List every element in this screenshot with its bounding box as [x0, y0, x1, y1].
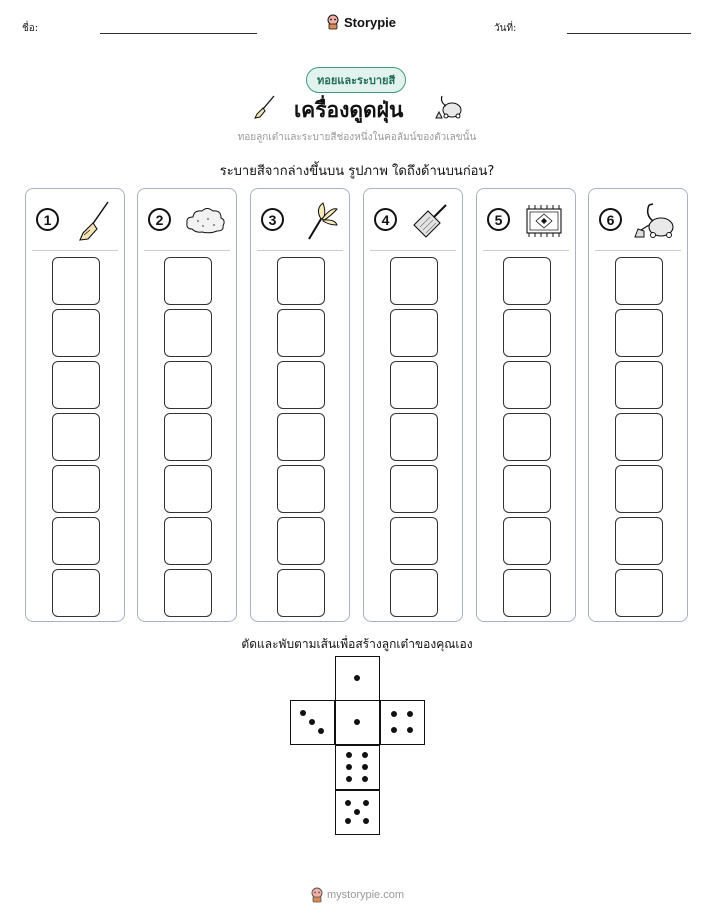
coloring-box[interactable]	[615, 517, 663, 565]
coloring-box[interactable]	[52, 517, 100, 565]
column-divider	[32, 250, 118, 251]
date-label: วันที่:	[494, 23, 517, 34]
column-2	[137, 188, 237, 622]
dice-face-bottom	[335, 790, 380, 835]
dice-pip	[363, 818, 369, 824]
dice-pip	[362, 776, 368, 782]
dice-pip	[354, 809, 360, 815]
column-4	[363, 188, 463, 622]
coloring-box[interactable]	[390, 257, 438, 305]
coloring-box[interactable]	[615, 465, 663, 513]
column-divider	[257, 250, 343, 251]
dice-pip	[362, 752, 368, 758]
column-3	[250, 188, 350, 622]
coloring-box[interactable]	[52, 569, 100, 617]
column-number: 5	[487, 208, 510, 231]
dice-pip	[407, 711, 413, 717]
column-number: 2	[148, 208, 171, 231]
dice-pip	[407, 727, 413, 733]
activity-tag: ทอยและระบายสี	[306, 67, 406, 93]
dice-face-top	[335, 656, 380, 701]
column-number: 6	[599, 208, 622, 231]
dice-pip	[346, 752, 352, 758]
question: ระบายสีจากล่างขึ้นบน รูปภาพ ใดถึงด้านบนก่อน?	[219, 164, 495, 179]
dice-pip	[354, 719, 360, 725]
dustpan-icon	[406, 199, 456, 243]
coloring-box[interactable]	[390, 361, 438, 409]
rug-icon	[519, 199, 569, 243]
coloring-box[interactable]	[615, 257, 663, 305]
name-line[interactable]	[100, 33, 257, 34]
column-number: 1	[36, 208, 59, 231]
column-number: 3	[261, 208, 284, 231]
coloring-box[interactable]	[503, 361, 551, 409]
brand-logo	[326, 14, 396, 30]
coloring-box[interactable]	[503, 517, 551, 565]
vacuum-cleaner-icon	[631, 199, 681, 243]
coloring-box[interactable]	[277, 569, 325, 617]
column-divider	[483, 250, 569, 251]
dice-pip	[345, 800, 351, 806]
coloring-box[interactable]	[52, 465, 100, 513]
coloring-box[interactable]	[277, 361, 325, 409]
coloring-box[interactable]	[390, 465, 438, 513]
dice-face-left	[290, 700, 335, 745]
dice-face-right	[380, 700, 425, 745]
coloring-box[interactable]	[615, 569, 663, 617]
column-divider	[595, 250, 681, 251]
coloring-box[interactable]	[52, 413, 100, 461]
dice-pip	[300, 710, 306, 716]
dice-pip	[363, 800, 369, 806]
dice-pip	[346, 776, 352, 782]
coloring-box[interactable]	[164, 465, 212, 513]
dice-pip	[391, 711, 397, 717]
coloring-box[interactable]	[277, 413, 325, 461]
coloring-box[interactable]	[277, 309, 325, 357]
dice-pip	[346, 764, 352, 770]
coloring-box[interactable]	[52, 361, 100, 409]
coloring-box[interactable]	[615, 413, 663, 461]
dice-pip	[362, 764, 368, 770]
coloring-box[interactable]	[503, 465, 551, 513]
coloring-box[interactable]	[164, 257, 212, 305]
coloring-box[interactable]	[277, 465, 325, 513]
coloring-box[interactable]	[277, 257, 325, 305]
footer-url: mystorypie.com	[327, 889, 405, 901]
coloring-box[interactable]	[390, 517, 438, 565]
coloring-box[interactable]	[615, 361, 663, 409]
dice-pip	[345, 818, 351, 824]
dust-cloud-icon	[180, 199, 230, 243]
name-label: ชื่อ:	[22, 23, 39, 34]
coloring-box[interactable]	[503, 413, 551, 461]
coloring-box[interactable]	[164, 517, 212, 565]
coloring-box[interactable]	[164, 413, 212, 461]
footer	[310, 887, 404, 903]
column-divider	[144, 250, 230, 251]
column-5	[476, 188, 576, 622]
subtitle: ทอยลูกเต๋าและระบายสีช่องหนึ่งในคอลัมน์ของตัวเลขนั้น	[237, 132, 477, 143]
column-divider	[370, 250, 456, 251]
dice-pip	[391, 727, 397, 733]
broom-icon	[68, 199, 118, 243]
dice-face-center	[335, 700, 380, 745]
coloring-box[interactable]	[615, 309, 663, 357]
dice-pip	[318, 728, 324, 734]
storypie-mascot-icon	[310, 887, 324, 903]
dice-face-below	[335, 745, 380, 790]
column-number: 4	[374, 208, 397, 231]
coloring-box[interactable]	[52, 257, 100, 305]
coloring-box[interactable]	[52, 309, 100, 357]
coloring-box[interactable]	[390, 569, 438, 617]
feather-duster-icon	[293, 199, 343, 243]
title-vacuum-icon	[434, 94, 466, 124]
coloring-box[interactable]	[390, 309, 438, 357]
storypie-mascot-icon	[326, 14, 340, 30]
coloring-box[interactable]	[164, 569, 212, 617]
dice-pip	[354, 675, 360, 681]
column-1	[25, 188, 125, 622]
coloring-box[interactable]	[503, 257, 551, 305]
coloring-box[interactable]	[164, 309, 212, 357]
coloring-box[interactable]	[503, 569, 551, 617]
coloring-box[interactable]	[164, 361, 212, 409]
dice-instruction: ตัดและพับตามเส้นเพื่อสร้างลูกเต๋าของคุณเอง	[241, 637, 473, 651]
page-title: เครื่องดูดฝุ่น	[294, 98, 404, 122]
brand-name: Storypie	[344, 14, 397, 30]
coloring-box[interactable]	[503, 309, 551, 357]
date-line[interactable]	[567, 33, 691, 34]
title-broom-icon	[252, 94, 278, 124]
coloring-box[interactable]	[390, 413, 438, 461]
column-6	[588, 188, 688, 622]
coloring-box[interactable]	[277, 517, 325, 565]
dice-pip	[309, 719, 315, 725]
